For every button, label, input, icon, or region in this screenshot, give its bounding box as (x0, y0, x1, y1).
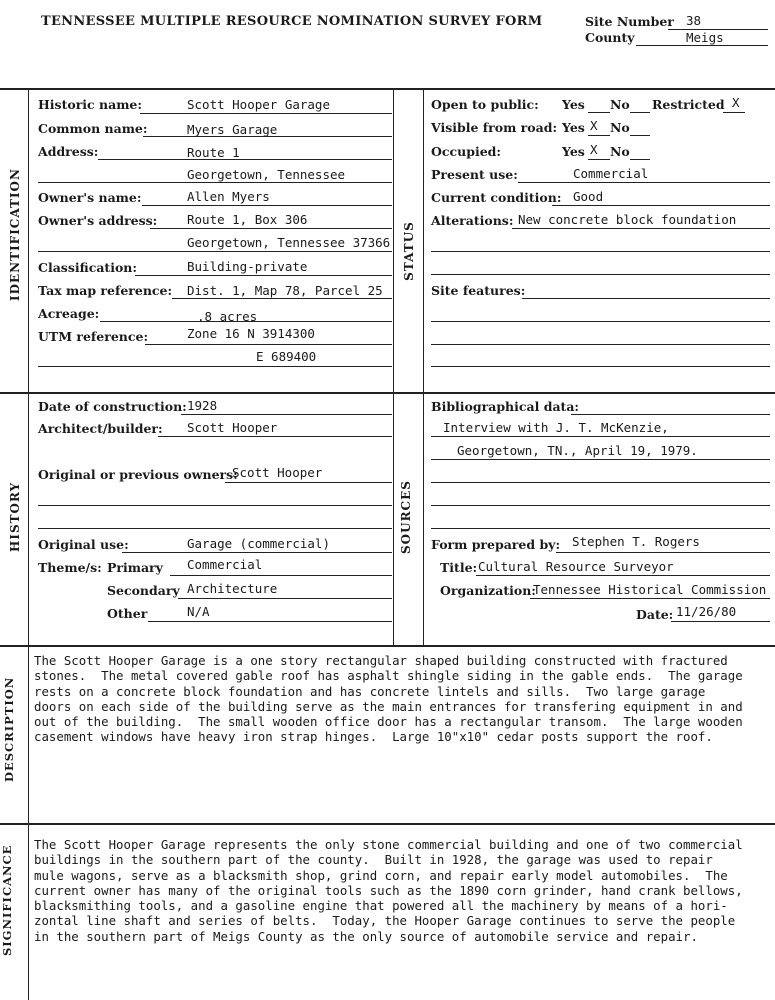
secondary-value: Architecture (187, 581, 278, 596)
significance-line: blacksmithing tools, and a gasoline engine that powered all the machinery by means of a hori- (34, 898, 728, 914)
bibliography-line-1: Interview with J. T. McKenzie, (443, 420, 669, 435)
description-line: The Scott Hooper Garage is a one story rectangular shaped building constructed with fractured (34, 653, 728, 668)
previous-owners-value: Scott Hooper (232, 465, 323, 480)
current-condition-label: Current condition: (431, 190, 562, 205)
visible-yes-mark: X (590, 118, 598, 133)
classification-label: Classification: (38, 260, 137, 275)
description-text (34, 653, 743, 745)
date-prepared-value: 11/26/80 (676, 604, 737, 619)
primary-value: Commercial (187, 557, 263, 572)
visible-no: No (610, 120, 630, 135)
section-status: STATUS (402, 221, 416, 281)
open-restricted: Restricted (652, 97, 725, 112)
section-description: DESCRIPTION (2, 676, 16, 782)
architect-builder-value: Scott Hooper (187, 420, 278, 435)
visible-from-road-label: Visible from road: (431, 120, 558, 135)
owner-address-line-2: Georgetown, Tennessee 37366 (187, 235, 391, 250)
utm-value-1: Zone 16 N 3914300 (187, 326, 315, 341)
title-value: Cultural Resource Surveyor (478, 559, 674, 574)
owner-address-line-1: Route 1, Box 306 (187, 212, 308, 227)
section-significance: SIGNIFICANCE (0, 844, 14, 956)
owner-name-label: Owner's name: (38, 190, 142, 205)
bibliography-line-2: Georgetown, TN., April 19, 1979. (457, 443, 698, 458)
acreage-value: .8 acres (197, 309, 258, 324)
description-line: stones. The metal covered gable roof has asphalt shingle siding in the gable ends. The garage (34, 668, 743, 684)
owner-address-label: Owner's address: (38, 213, 158, 228)
significance-line: The Scott Hooper Garage represents the only stone commercial building and one of two commercial (34, 837, 743, 852)
occupied-yes: Yes (562, 144, 585, 159)
current-condition-value: Good (573, 189, 604, 204)
site-features-label: Site features: (431, 283, 526, 298)
date-of-construction-label: Date of construction: (38, 399, 187, 414)
historic-name-value: Scott Hooper Garage (187, 97, 330, 112)
description-line: casement windows have heavy iron strap hinges. Large 10"x10" cedar posts support the roof. (34, 729, 713, 745)
open-restricted-mark: X (732, 95, 740, 110)
address-line-1: Route 1 (187, 145, 240, 160)
significance-line: buildings in the southern part of the county. Built in 1928, the garage was used to repair (34, 852, 713, 868)
occupied-yes-mark: X (590, 142, 598, 157)
significance-line: mule wagons, serve as a blacksmith shop, grind corn, and repair early model automobiles. The (34, 867, 728, 883)
other-label: Other (107, 606, 148, 621)
description-line: out of the building. The small wooden office door has a rectangular transom. The large wooden (34, 714, 743, 730)
open-yes: Yes (562, 97, 585, 112)
date-prepared-label: Date: (636, 607, 674, 622)
open-to-public-label: Open to public: (431, 97, 539, 112)
form-prepared-by-label: Form prepared by: (431, 537, 561, 552)
tax-map-label: Tax map reference: (38, 283, 173, 298)
organization-label: Organization: (440, 583, 536, 598)
common-name-value: Myers Garage (187, 122, 278, 137)
original-use-value: Garage (commercial) (187, 536, 330, 551)
utm-value-2: E 689400 (256, 349, 317, 364)
alterations-label: Alterations: (431, 213, 514, 228)
alterations-value: New concrete block foundation (518, 212, 737, 227)
secondary-label: Secondary (107, 583, 180, 598)
section-history: HISTORY (8, 481, 22, 552)
original-use-label: Original use: (38, 537, 129, 552)
county-value: Meigs (686, 30, 724, 45)
present-use-value: Commercial (573, 166, 649, 181)
description-line: rests on a concrete block foundation and has concrete lintels and sills. Two large garage (34, 683, 706, 699)
historic-name-label: Historic name: (38, 97, 142, 112)
other-value: N/A (187, 604, 210, 619)
bibliographical-data-label: Bibliographical data: (431, 399, 580, 414)
county-label: County (585, 30, 635, 45)
significance-line: current owner has many of the original tools such as the 1890 corn grinder, hand crank bellows, (34, 882, 743, 898)
significance-line: zontal line shaft and series of belts. Today, the Hooper Garage continues to serve the people (34, 913, 736, 929)
section-sources: SOURCES (399, 480, 413, 554)
visible-yes: Yes (562, 120, 585, 135)
open-no: No (610, 97, 630, 112)
site-number-value: 38 (686, 13, 702, 28)
architect-builder-label: Architect/builder: (38, 421, 163, 436)
theme-label: Theme/s: (38, 560, 102, 575)
present-use-label: Present use: (431, 167, 518, 182)
site-number-label: Site Number (585, 14, 674, 29)
significance-line: in the southern part of Meigs County as the only source of automobile service and repair. (34, 928, 698, 944)
occupied-no: No (610, 144, 630, 159)
form-prepared-by-value: Stephen T. Rogers (572, 534, 700, 549)
tax-map-value: Dist. 1, Map 78, Parcel 25 (187, 283, 383, 298)
primary-label: Primary (107, 560, 163, 575)
address-line-2: Georgetown, Tennessee (187, 167, 346, 182)
classification-value: Building-private (187, 259, 308, 274)
section-identification: IDENTIFICATION (8, 168, 22, 301)
form-title: TENNESSEE MULTIPLE RESOURCE NOMINATION SURVEY FORM (41, 14, 543, 29)
organization-value: Tennessee Historical Commission (533, 582, 767, 597)
previous-owners-label: Original or previous owners: (38, 467, 238, 482)
occupied-label: Occupied: (431, 144, 501, 159)
owner-name-value: Allen Myers (187, 189, 270, 204)
utm-label: UTM reference: (38, 329, 149, 344)
title-label: Title: (440, 560, 478, 575)
acreage-label: Acreage: (38, 306, 100, 321)
description-line: doors on each side of the building serve as the main entrances for transfering equipment in and (34, 698, 743, 714)
address-label: Address: (38, 144, 99, 159)
significance-text (34, 837, 743, 944)
common-name-label: Common name: (38, 121, 148, 136)
date-of-construction-value: 1928 (187, 398, 218, 413)
